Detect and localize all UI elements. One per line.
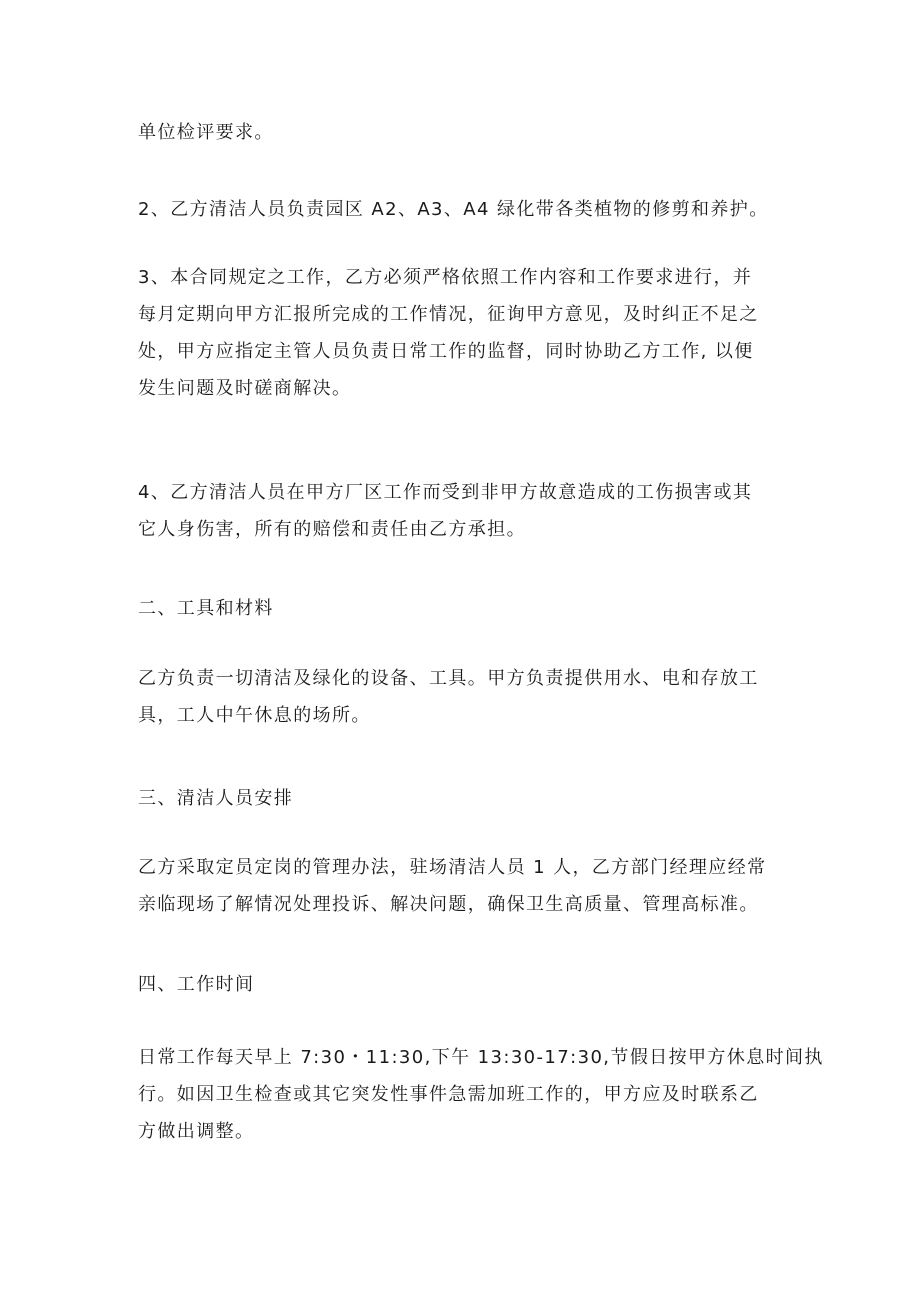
text-line: 发生问题及时磋商解决。 [138, 378, 352, 399]
section-heading-working-hours [138, 966, 788, 1003]
paragraph-tools-materials [138, 660, 788, 734]
text-line: 行。如因卫生检查或其它突发性事件急需加班工作的，甲方应及时联系乙 [138, 1084, 759, 1105]
section-heading: 二、工具和材料 [138, 598, 274, 619]
clause-2-green-belt [138, 191, 788, 228]
section-heading: 四、工作时间 [138, 974, 255, 995]
paragraph-inspection-requirement [138, 114, 788, 151]
section-heading: 三、清洁人员安排 [138, 788, 294, 809]
text-line: 3、本合同规定之工作，乙方必须严格依照工作内容和工作要求进行，并 [138, 267, 753, 288]
paragraph-staffing [138, 849, 788, 923]
text-line: 乙方负责一切清洁及绿化的设备、工具。甲方负责提供用水、电和存放工 [138, 668, 759, 689]
clause-4-injury-liability [138, 474, 788, 548]
text-line: 亲临现场了解情况处理投诉、解决问题，确保卫生高质量、管理高标准。 [138, 894, 759, 915]
text-line: 乙方采取定员定岗的管理办法，驻场清洁人员 1 人，乙方部门经理应经常 [138, 857, 767, 878]
text-line: 每月定期向甲方汇报所完成的工作情况，征询甲方意见，及时纠正不足之 [138, 304, 759, 325]
text-line: 处，甲方应指定主管人员负责日常工作的监督，同时协助乙方工作, 以便 [138, 341, 754, 362]
text-line: 2、乙方清洁人员负责园区 A2、A3、A4 绿化带各类植物的修剪和养护。 [138, 199, 769, 220]
text-line: 方做出调整。 [138, 1121, 255, 1142]
text-line: 日常工作每天早上 7:30・11:30,下午 13:30-17:30,节假日按甲方休息时间执 [138, 1047, 824, 1068]
text-line: 具，工人中午休息的场所。 [138, 705, 371, 726]
text-line: 4、乙方清洁人员在甲方厂区工作而受到非甲方故意造成的工伤损害或其 [138, 482, 753, 503]
text-line: 它人身伤害，所有的赔偿和责任由乙方承担。 [138, 519, 526, 540]
section-heading-tools-materials [138, 590, 788, 627]
paragraph-working-hours [138, 1039, 824, 1150]
text-line: 单位检评要求。 [138, 122, 274, 143]
clause-3-work-requirements [138, 259, 788, 407]
section-heading-staffing [138, 780, 788, 817]
